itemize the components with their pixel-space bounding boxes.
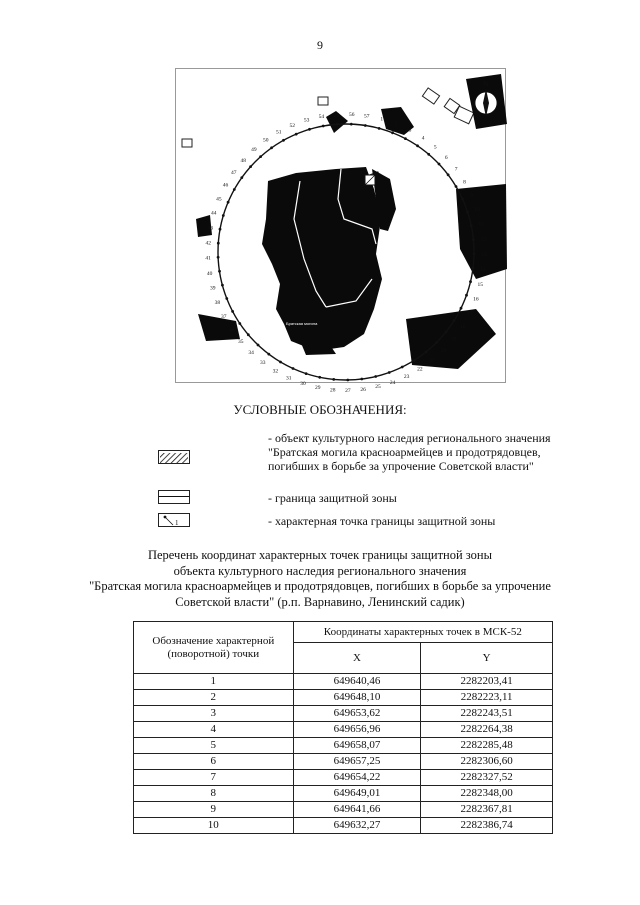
x-cell: 649658,07 [293, 738, 421, 754]
boundary-point [472, 266, 475, 269]
boundary-point [346, 379, 349, 382]
boundary-point [350, 123, 353, 126]
boundary-point-label: 26 [360, 386, 366, 393]
boundary-point-label: 46 [222, 182, 229, 189]
boundary-point [404, 137, 407, 140]
boundary-point-label: 32 [272, 368, 279, 375]
table-row [134, 690, 553, 706]
point-cell: 3 [134, 706, 294, 722]
boundary-point-label: 40 [206, 270, 213, 277]
table-row [134, 786, 553, 802]
x-column-header: X [293, 643, 421, 674]
table-row [134, 770, 553, 786]
x-cell: 649640,46 [293, 674, 421, 690]
boundary-point [455, 185, 458, 188]
boundary-point-label: 24 [389, 379, 396, 386]
boundary-point-label: 2 [394, 121, 398, 128]
boundary-point [257, 344, 260, 347]
boundary-point [374, 375, 377, 378]
boundary-point-label: 55 [333, 112, 340, 119]
y-cell: 2282386,74 [421, 818, 553, 834]
boundary-point-label: 4 [421, 135, 425, 142]
boundary-point [217, 256, 220, 259]
point-cell: 4 [134, 722, 294, 738]
legend-title: УСЛОВНЫЕ ОБОЗНАЧЕНИЯ: [233, 402, 407, 417]
boundary-point-label: 6 [444, 155, 448, 162]
boundary-point-label: 54 [318, 114, 325, 121]
boundary-point [322, 125, 325, 128]
y-cell: 2282306,60 [421, 754, 553, 770]
x-cell: 649653,62 [293, 706, 421, 722]
boundary-point [427, 153, 430, 156]
x-cell: 649649,01 [293, 786, 421, 802]
boundary-point [305, 372, 308, 375]
boundary-point [282, 139, 285, 142]
coordinates-table [133, 621, 553, 834]
boundary-point-label: 44 [210, 210, 217, 217]
boundary-point-label: 34 [248, 350, 254, 357]
boundary-point-label: 56 [348, 112, 355, 119]
boundary-point-label: 7 [454, 166, 458, 173]
boundary-point-label: 41 [205, 255, 211, 262]
boundary-point-label: 19 [450, 336, 457, 343]
boundary-point [472, 238, 475, 241]
table-row [134, 802, 553, 818]
x-cell: 649656,96 [293, 722, 421, 738]
hatch-pattern-icon [159, 452, 189, 464]
legend-object-text: - объект культурного наследия регионального значения "Братская могила красноармейцев и продотрядовцев, погибших в борьбе за упрочение Советской власти" [268, 431, 551, 473]
boundary-point-label: 36 [228, 327, 235, 334]
boundary-point-label: 10 [474, 207, 480, 213]
boundary-point [401, 366, 404, 369]
boundary-point [308, 128, 311, 131]
boundary-point [259, 155, 262, 158]
protection-zone-map [175, 68, 506, 394]
y-column-header: Y [421, 643, 553, 674]
point-cell: 8 [134, 786, 294, 802]
boundary-point-label: 33 [259, 360, 266, 367]
boundary-point [218, 270, 221, 273]
page-number: 9 [317, 38, 323, 52]
boundary-point-label: 21 [429, 357, 436, 364]
table-row [134, 818, 553, 834]
boundary-point-label: 39 [209, 285, 216, 292]
caption-line: объекта культурного наследия регионального значения [173, 563, 467, 578]
boundary-point [416, 144, 419, 147]
point-marker-icon [159, 515, 189, 527]
boundary-point-label: 50 [263, 137, 269, 144]
boundary-point [318, 376, 321, 379]
boundary-point [270, 146, 273, 149]
boundary-point [336, 123, 339, 126]
boundary-point-label: 43 [207, 225, 213, 232]
boundary-point-label: 23 [403, 374, 410, 380]
boundary-point [221, 284, 224, 287]
boundary-point-label: 20 [440, 347, 447, 354]
legend-boundary-symbol [158, 490, 190, 504]
boundary-point [465, 294, 468, 297]
y-cell: 2282348,00 [421, 786, 553, 802]
boundary-point [413, 359, 416, 362]
boundary-point-label: 35 [237, 339, 244, 346]
boundary-point [267, 353, 270, 356]
boundary-point [461, 198, 464, 201]
y-cell: 2282264,38 [421, 722, 553, 738]
map-object-label: Братская могила [286, 321, 318, 326]
boundary-point [247, 333, 250, 336]
boundary-point-label: 45 [216, 196, 222, 203]
boundary-point [292, 367, 295, 370]
point-cell: 5 [134, 738, 294, 754]
y-cell: 2282223,11 [421, 690, 553, 706]
point-cell: 6 [134, 754, 294, 770]
boundary-point [453, 319, 456, 322]
y-cell: 2282243,51 [421, 706, 553, 722]
point-cell: 10 [134, 818, 294, 834]
boundary-point [238, 322, 241, 325]
boundary-point [231, 310, 234, 313]
map-canvas [176, 69, 507, 394]
boundary-point-label: 38 [214, 300, 221, 307]
boundary-point-label: 15 [477, 282, 483, 288]
boundary-point [225, 297, 228, 300]
legend-point-symbol [158, 513, 190, 527]
boundary-point-label: 18 [459, 323, 466, 330]
boundary-point-label: 1 [380, 116, 384, 123]
boundary-point-label: 17 [467, 310, 473, 317]
boundary-point [425, 351, 428, 354]
boundary-point-label: 25 [375, 384, 381, 391]
boundary-point-label: 12 [480, 236, 487, 243]
legend-object-symbol [158, 450, 190, 464]
x-cell: 649648,10 [293, 690, 421, 706]
x-cell: 649641,66 [293, 802, 421, 818]
point-cell: 1 [134, 674, 294, 690]
point-cell: 2 [134, 690, 294, 706]
boundary-point [388, 371, 391, 374]
boundary-point-label: 14 [480, 267, 486, 274]
boundary-point [227, 201, 230, 204]
boundary-point-label: 9 [470, 192, 473, 199]
boundary-point-label: 52 [289, 122, 296, 129]
boundary-point-label: 5 [433, 144, 437, 151]
x-cell: 649657,25 [293, 754, 421, 770]
boundary-point-label: 28 [329, 387, 336, 394]
boundary-point [249, 165, 252, 168]
boundary-point [473, 252, 476, 255]
coordinates-group-header: Координаты характерных точек в МСК-52 [293, 622, 552, 643]
boundary-point [470, 224, 473, 227]
boundary-point [435, 341, 438, 344]
boundary-point-label: 47 [230, 169, 237, 176]
boundary-point-label: 13 [481, 251, 487, 258]
boundary-point-label: 31 [286, 375, 292, 382]
point-marker-label: 1 [175, 519, 179, 527]
boundary-point-label: 8 [463, 179, 466, 186]
boundary-point-label: 42 [205, 240, 212, 247]
y-cell: 2282327,52 [421, 770, 553, 786]
boundary-point [233, 188, 236, 191]
boundary-point-label: 3 [408, 127, 412, 134]
boundary-point [378, 127, 381, 130]
boundary-point-label: 57 [364, 113, 370, 120]
table-row [134, 754, 553, 770]
x-cell: 649632,27 [293, 818, 421, 834]
boundary-point-label: 37 [220, 314, 227, 320]
point-column-header: Обозначение характерной (поворотной) точки [134, 622, 294, 674]
caption-line: "Братская могила красноармейцев и продотрядовцев, погибших в борьбе за упрочение [89, 579, 551, 593]
boundary-point [360, 378, 363, 381]
compass-label: N [483, 82, 489, 88]
boundary-point-label: 27 [345, 388, 351, 394]
caption-line: Перечень координат характерных точек границы защитной зоны [147, 548, 493, 562]
boundary-point [460, 307, 463, 310]
boundary-point [240, 176, 243, 179]
legend-boundary-text: - граница защитной зоны [268, 491, 397, 505]
boundary-point-label: 49 [251, 147, 257, 154]
boundary-point-label: 51 [275, 129, 282, 136]
x-cell: 649654,22 [293, 770, 421, 786]
y-cell: 2282203,41 [421, 674, 553, 690]
boundary-point-label: 22 [417, 366, 423, 373]
boundary-point [438, 163, 441, 166]
boundary-point-label: 11 [478, 221, 484, 228]
boundary-point [217, 242, 220, 245]
boundary-point [279, 361, 282, 364]
boundary-point [219, 228, 222, 231]
table-row [134, 706, 553, 722]
y-cell: 2282285,48 [421, 738, 553, 754]
boundary-point [222, 214, 225, 217]
table-row [134, 674, 553, 690]
boundary-point [469, 280, 472, 283]
boundary-point [391, 131, 394, 134]
boundary-point-label: 48 [240, 157, 246, 164]
boundary-point-label: 16 [473, 296, 479, 303]
y-cell: 2282367,81 [421, 802, 553, 818]
table-row [134, 722, 553, 738]
boundary-point [364, 124, 367, 127]
point-cell: 9 [134, 802, 294, 818]
boundary-point-label: 30 [300, 381, 306, 388]
caption-line: Советской власти" (р.п. Варнавино, Ленинский садик) [175, 594, 465, 609]
boundary-point-label: 29 [314, 385, 321, 392]
boundary-point [445, 331, 448, 334]
boundary-point [295, 133, 298, 136]
boundary-point [332, 378, 335, 381]
table-caption [0, 548, 640, 610]
table-row [134, 738, 553, 754]
legend-point-text: - характерная точка границы защитной зоны [268, 514, 496, 528]
point-cell: 7 [134, 770, 294, 786]
boundary-point [447, 173, 450, 176]
boundary-point-label: 53 [303, 117, 310, 124]
boundary-point [466, 211, 469, 214]
